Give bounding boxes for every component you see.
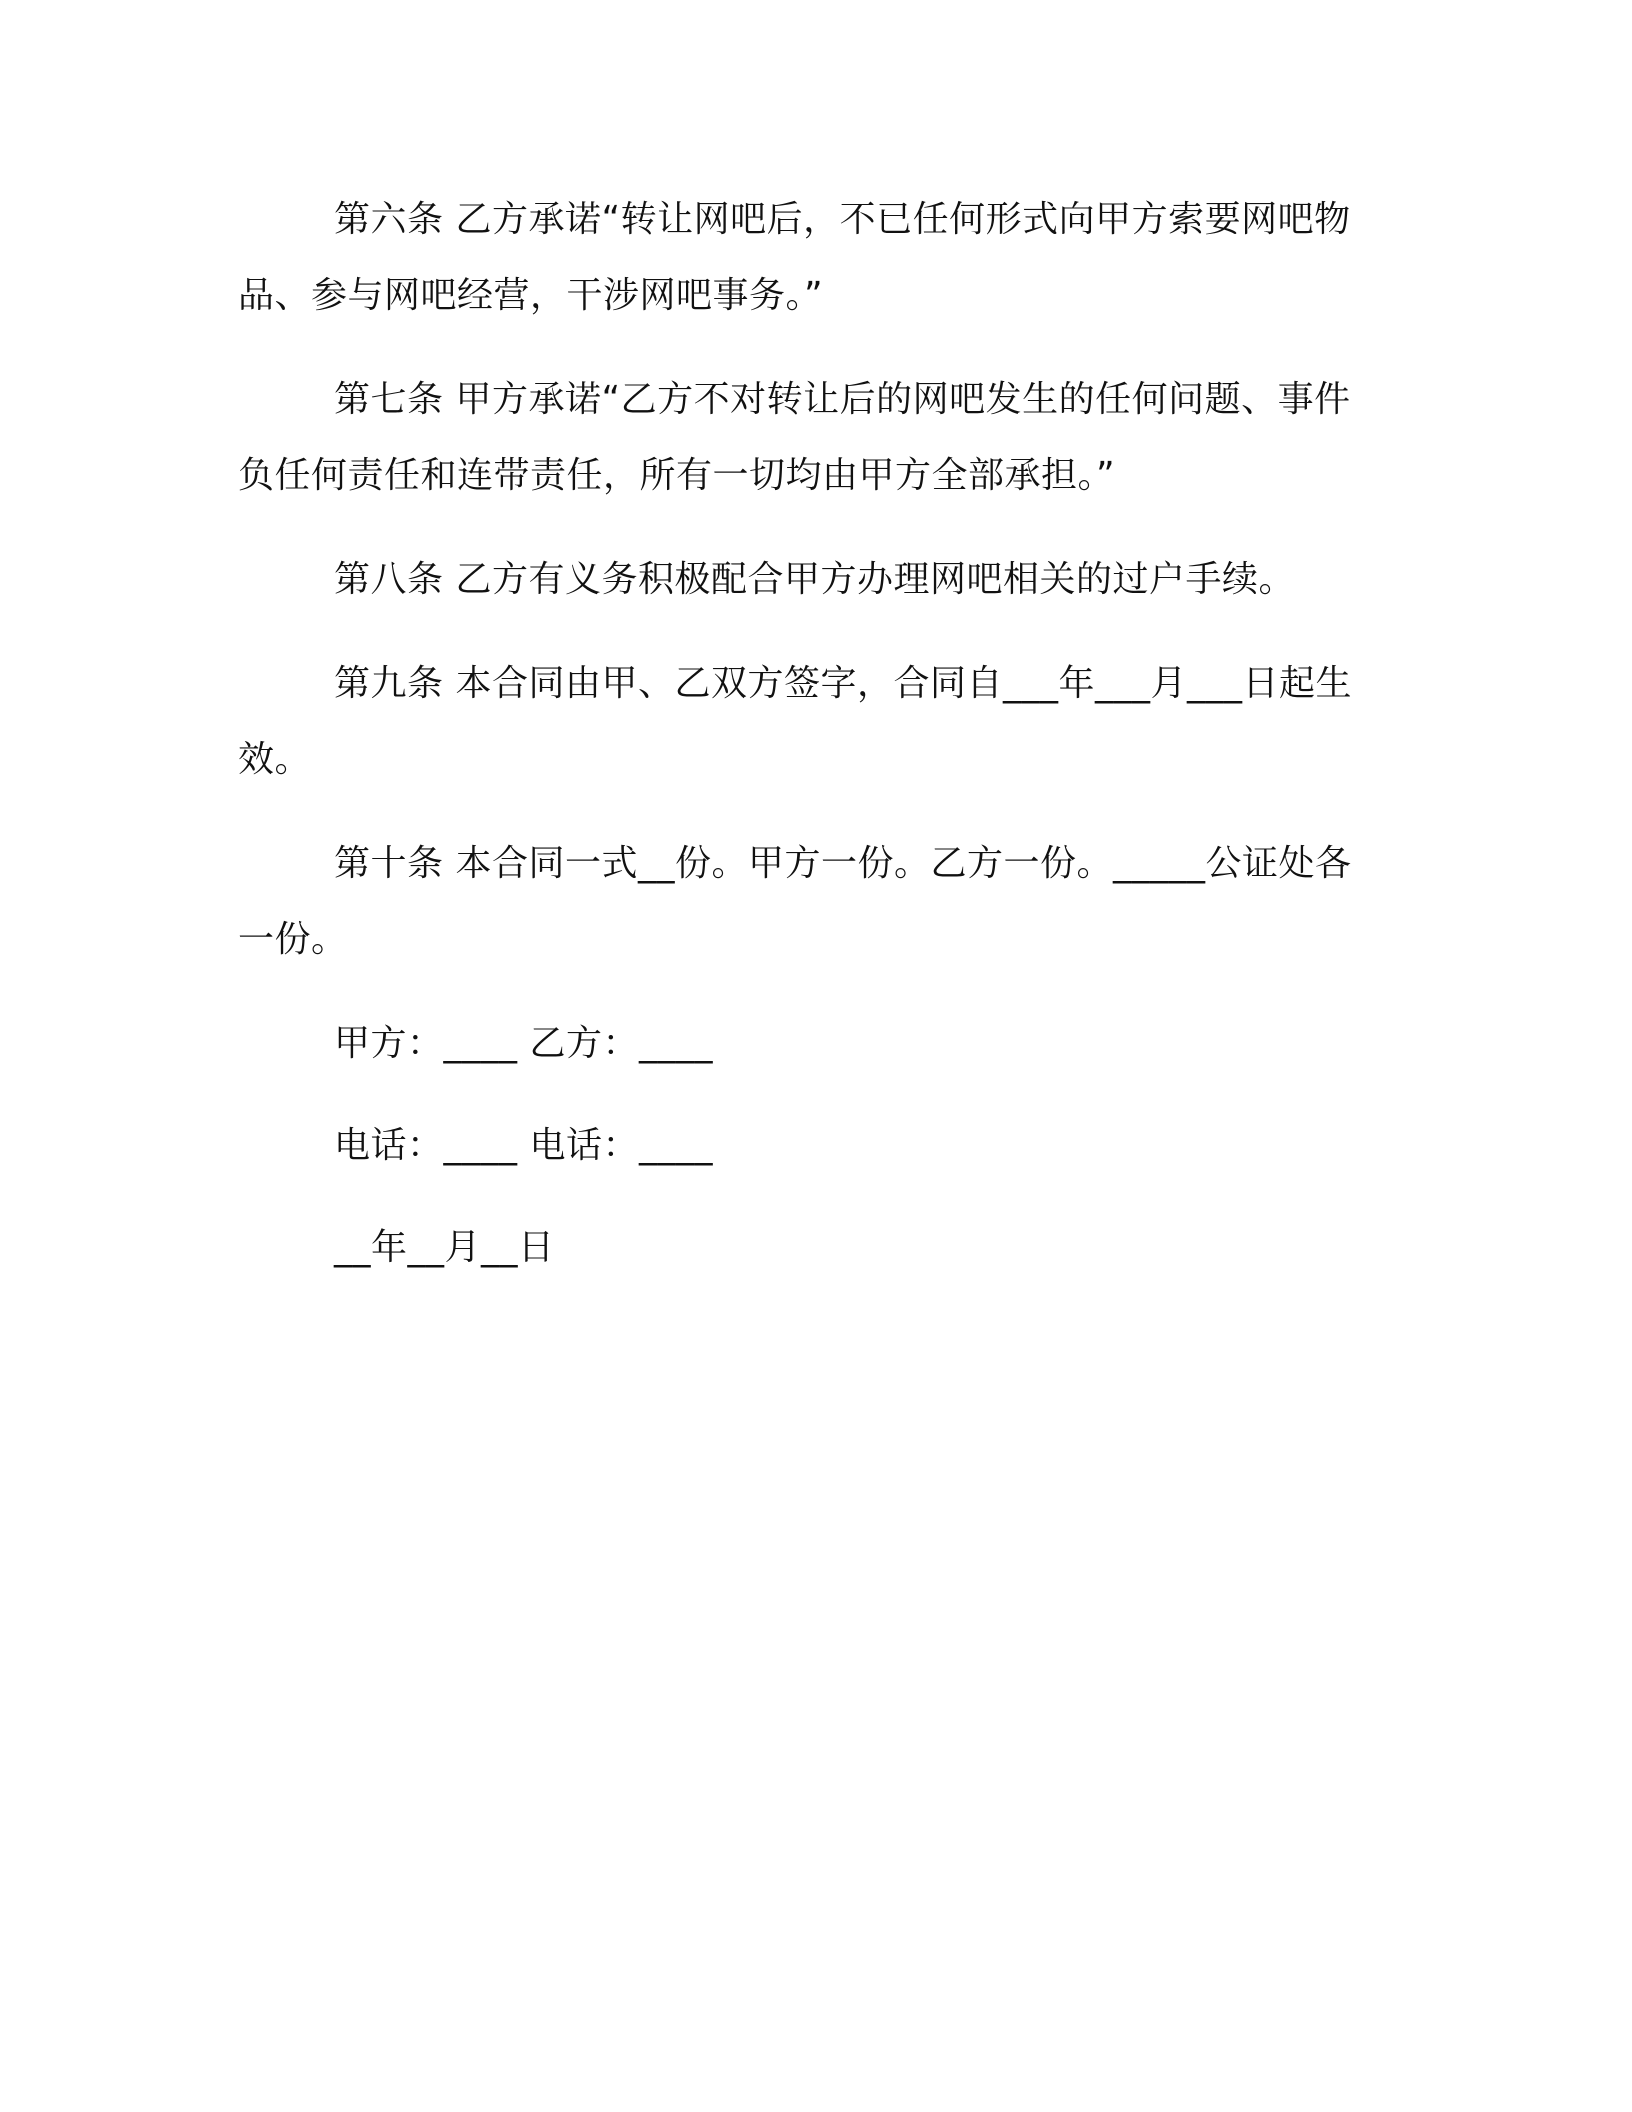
article-8: 第八条 乙方有义务积极配合甲方办理网吧相关的过户手续。 xyxy=(334,559,1295,600)
signature-phones: 电话：____ 电话：____ xyxy=(334,1125,713,1166)
article-6: 第六条 乙方承诺“转让网吧后，不已任何形式向甲方索要网吧物品、参与网吧经营，干涉网吧事务。” xyxy=(238,199,1351,316)
article-10: 第十条 本合同一式__份。甲方一份。乙方一份。_____公证处各一份。 xyxy=(238,843,1352,960)
contract-body xyxy=(238,182,1384,1312)
signature-date: __年__月__日 xyxy=(334,1227,555,1268)
signature-parties: 甲方：____ 乙方：____ xyxy=(334,1023,713,1064)
article-7: 第七条 甲方承诺“乙方不对转让后的网吧发生的任何问题、事件负任何责任和连带责任，所有一切均由甲方全部承担。” xyxy=(238,379,1351,496)
article-9: 第九条 本合同由甲、乙双方签字，合同自___年___月___日起生效。 xyxy=(238,663,1352,780)
